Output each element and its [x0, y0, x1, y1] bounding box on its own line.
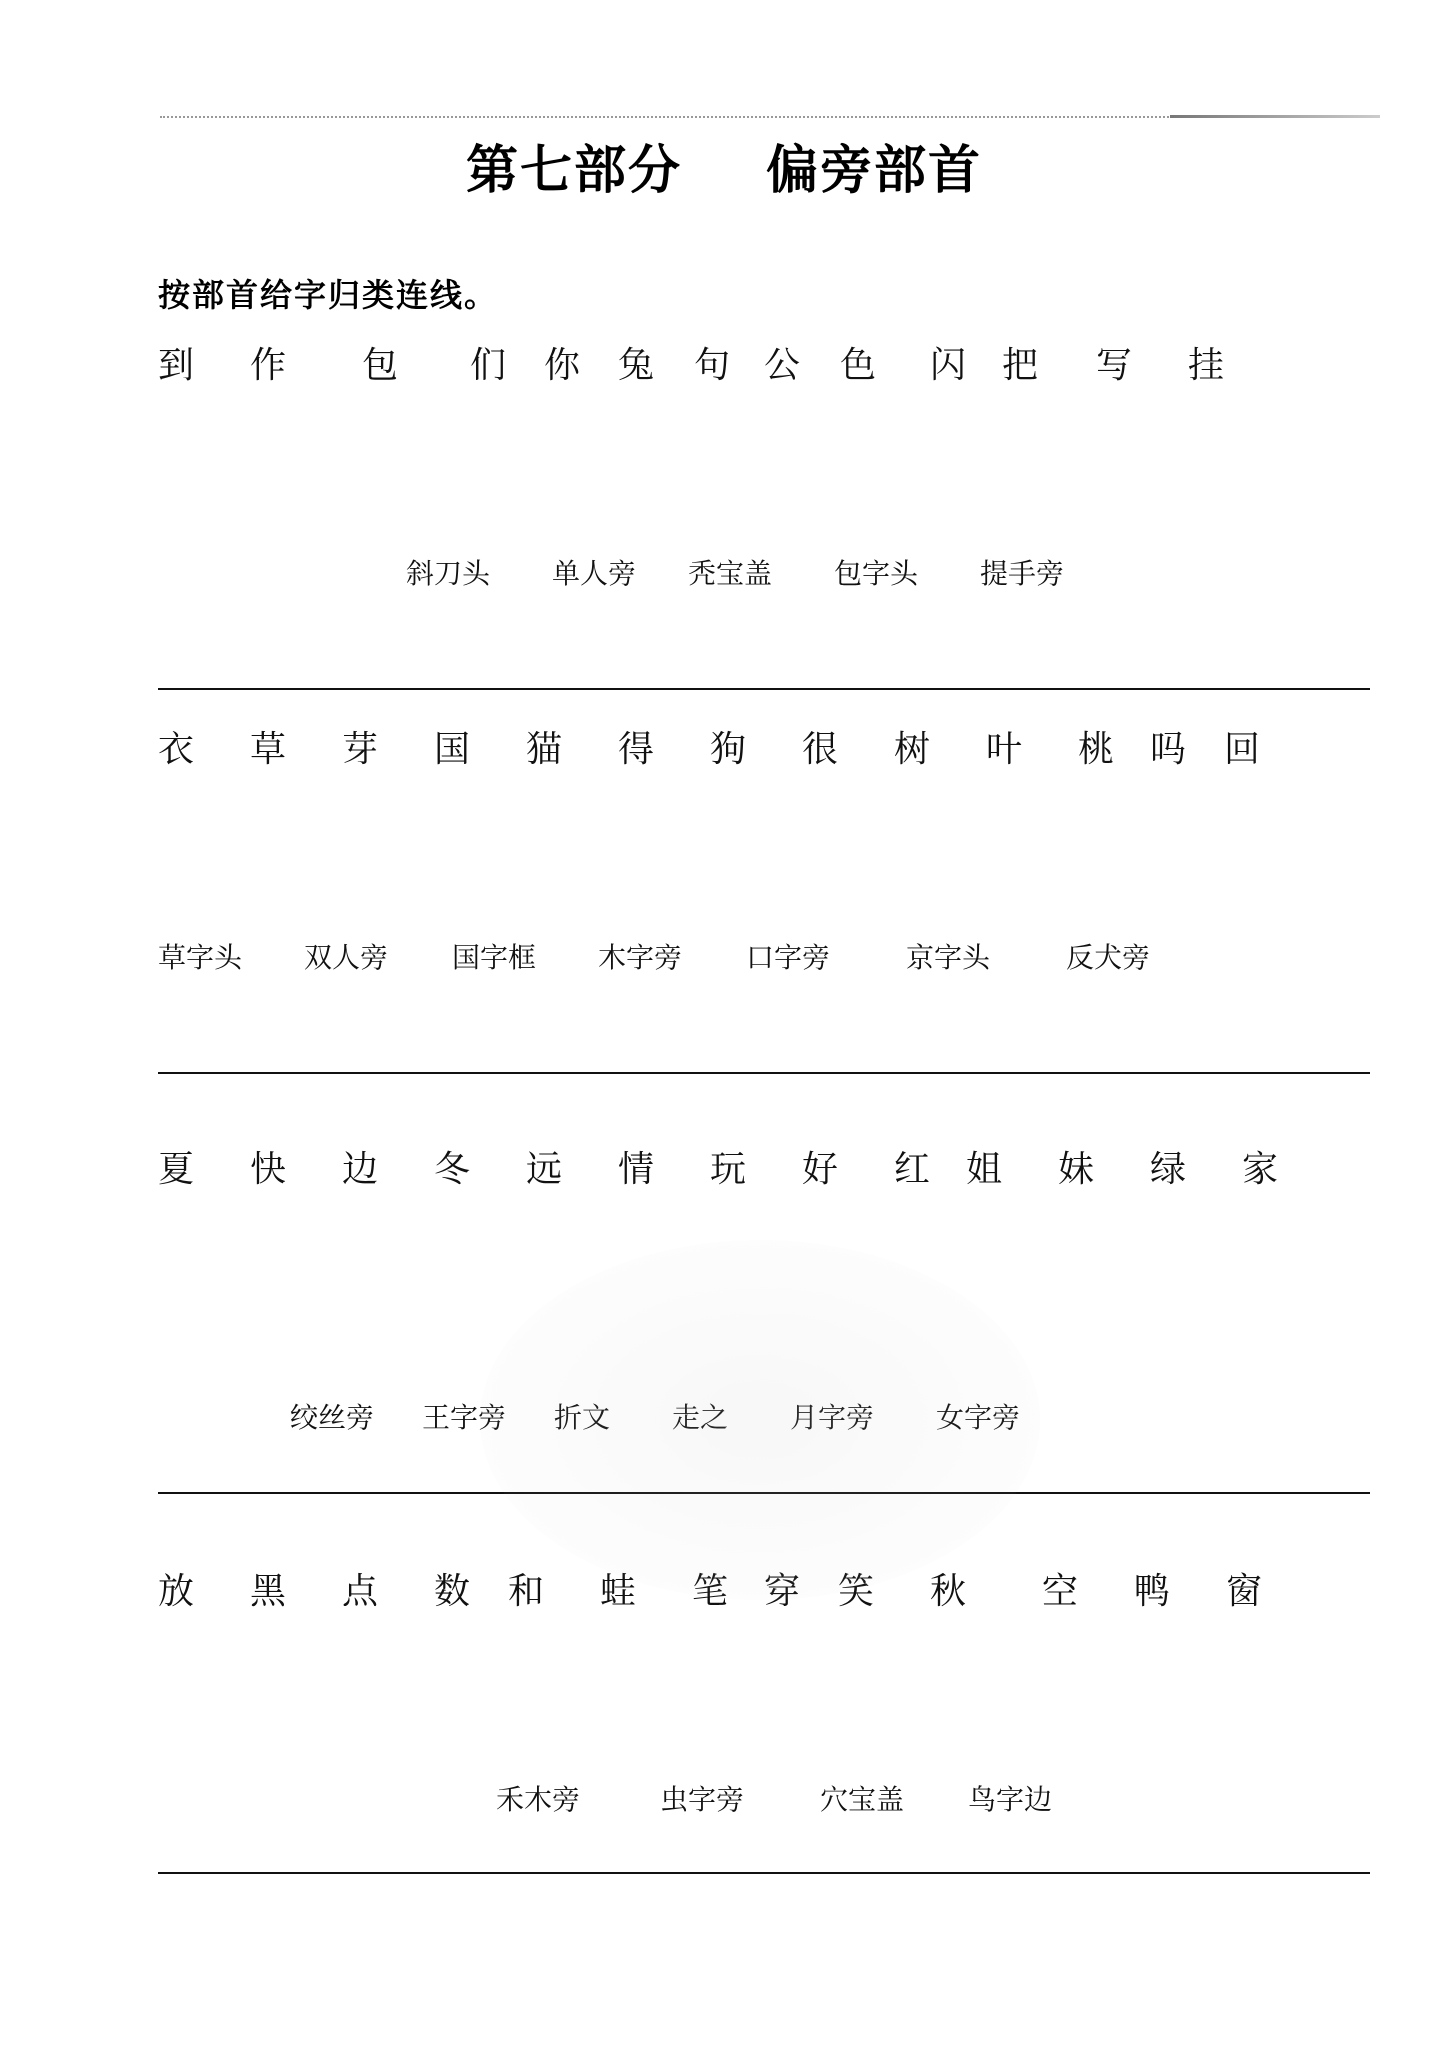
character[interactable]: 到	[158, 345, 195, 386]
character[interactable]: 穿	[764, 1571, 801, 1612]
character[interactable]: 芽	[342, 729, 379, 770]
character[interactable]: 好	[802, 1149, 839, 1190]
radical[interactable]: 走之	[672, 1401, 729, 1434]
character[interactable]: 树	[894, 729, 931, 770]
title-part: 第七部分	[465, 140, 682, 201]
radical[interactable]: 折文	[554, 1401, 611, 1434]
radical[interactable]: 女字旁	[936, 1401, 1021, 1434]
character[interactable]: 黑	[250, 1571, 287, 1612]
radical[interactable]: 月字旁	[790, 1401, 875, 1434]
character[interactable]: 句	[694, 345, 731, 386]
character[interactable]: 姐	[966, 1149, 1003, 1190]
character[interactable]: 蛙	[600, 1571, 637, 1612]
character[interactable]: 色	[840, 345, 877, 386]
character[interactable]: 数	[434, 1571, 471, 1612]
character[interactable]: 放	[158, 1571, 195, 1612]
character[interactable]: 边	[342, 1149, 379, 1190]
section-divider	[158, 1072, 1370, 1074]
character[interactable]: 快	[250, 1149, 287, 1190]
character[interactable]: 狗	[710, 729, 747, 770]
character[interactable]: 包	[362, 345, 399, 386]
radical[interactable]: 单人旁	[552, 557, 637, 590]
radical[interactable]: 国字框	[452, 941, 537, 974]
radical-row	[0, 941, 1448, 1004]
character[interactable]: 得	[618, 729, 655, 770]
character[interactable]: 窗	[1226, 1571, 1263, 1612]
radical[interactable]: 秃宝盖	[688, 557, 773, 590]
character[interactable]: 冬	[434, 1149, 471, 1190]
character[interactable]: 把	[1002, 345, 1039, 386]
radical[interactable]: 绞丝旁	[290, 1401, 375, 1434]
character[interactable]: 家	[1242, 1149, 1279, 1190]
radical[interactable]: 虫字旁	[660, 1783, 745, 1816]
character[interactable]: 情	[618, 1149, 655, 1190]
character[interactable]: 你	[544, 345, 581, 386]
character[interactable]: 们	[470, 345, 507, 386]
radical-row	[0, 1783, 1448, 1846]
character[interactable]: 桃	[1078, 729, 1115, 770]
radical[interactable]: 斜刀头	[406, 557, 491, 590]
radical[interactable]: 木字旁	[598, 941, 683, 974]
character[interactable]: 秋	[930, 1571, 967, 1612]
character[interactable]: 空	[1042, 1571, 1079, 1612]
character-row	[0, 345, 1448, 408]
character[interactable]: 作	[250, 345, 287, 386]
character[interactable]: 红	[894, 1149, 931, 1190]
character[interactable]: 叶	[986, 729, 1023, 770]
character[interactable]: 国	[434, 729, 471, 770]
radical[interactable]: 鸟字边	[968, 1783, 1053, 1816]
page-title	[0, 128, 1448, 203]
character[interactable]: 远	[526, 1149, 563, 1190]
character[interactable]: 闪	[930, 345, 967, 386]
instruction: 按部首给字归类连线。	[158, 276, 499, 314]
character[interactable]: 绿	[1150, 1149, 1187, 1190]
radical[interactable]: 提手旁	[980, 557, 1065, 590]
radical[interactable]: 穴宝盖	[820, 1783, 905, 1816]
radical[interactable]: 包字头	[834, 557, 919, 590]
section-divider	[158, 1872, 1370, 1874]
character[interactable]: 兔	[618, 345, 655, 386]
character[interactable]: 公	[764, 345, 801, 386]
header-rule-end	[1170, 115, 1380, 118]
character[interactable]: 笑	[838, 1571, 875, 1612]
radical-row	[0, 557, 1448, 620]
character[interactable]: 挂	[1188, 345, 1225, 386]
character[interactable]: 夏	[158, 1149, 195, 1190]
radical[interactable]: 京字头	[906, 941, 991, 974]
character[interactable]: 鸭	[1134, 1571, 1171, 1612]
radical[interactable]: 口字旁	[746, 941, 831, 974]
radical[interactable]: 王字旁	[422, 1401, 507, 1434]
character[interactable]: 衣	[158, 729, 195, 770]
character[interactable]: 写	[1096, 345, 1133, 386]
character[interactable]: 猫	[526, 729, 563, 770]
character[interactable]: 回	[1224, 729, 1261, 770]
character[interactable]: 吗	[1150, 729, 1187, 770]
radical[interactable]: 反犬旁	[1066, 941, 1151, 974]
section-divider	[158, 688, 1370, 690]
title-topic: 偏旁部首	[766, 140, 983, 201]
character[interactable]: 笔	[692, 1571, 729, 1612]
character-row	[0, 729, 1448, 792]
character[interactable]: 点	[342, 1571, 379, 1612]
radical[interactable]: 双人旁	[304, 941, 389, 974]
scan-smudge	[480, 1240, 1040, 1600]
character[interactable]: 和	[508, 1571, 545, 1612]
character[interactable]: 玩	[710, 1149, 747, 1190]
character[interactable]: 很	[802, 729, 839, 770]
radical[interactable]: 草字头	[158, 941, 243, 974]
character-row	[0, 1149, 1448, 1212]
character[interactable]: 草	[250, 729, 287, 770]
radical[interactable]: 禾木旁	[496, 1783, 581, 1816]
character[interactable]: 妹	[1058, 1149, 1095, 1190]
